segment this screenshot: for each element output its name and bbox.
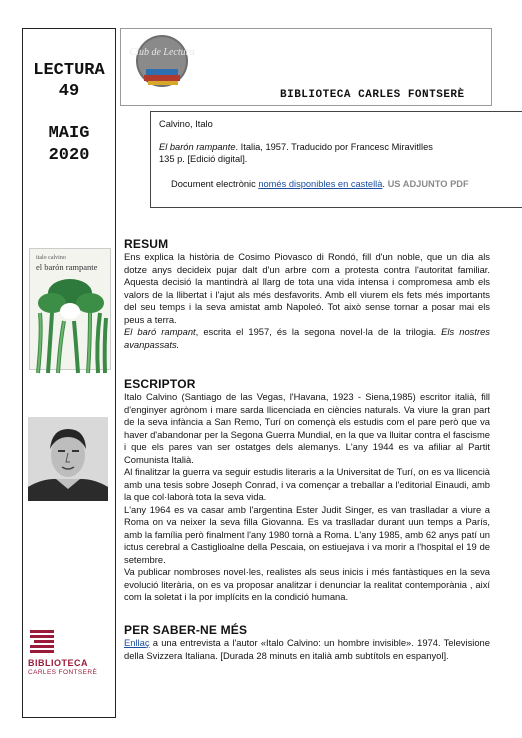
- lectura-number: 49: [58, 82, 80, 101]
- resum-text: Ens explica la història de Cosimo Piovasco di Rondó, fill d'un noble, que un dia als dotze anys decideix pujar dalt d'un arbre com a protesta contra l'autoritat familiar. Aquesta decisió la mantindrà al llarg de tota una vida intensa i compromesa amb els valors de la llibertat i l'ajut als més desfavorits. Amb ell viurem els fets més importants del seu temps i la seva amistat amb Napoleó. Tot això sense tornar a posar mai els peus a terra.: [124, 251, 490, 325]
- interview-link[interactable]: Enllaç: [124, 637, 150, 648]
- resum-body: [124, 251, 490, 351]
- escriptor-heading: ESCRIPTOR: [124, 377, 196, 391]
- club-lectura-logo: [129, 33, 195, 93]
- escriptor-p2: Al finalitzar la guerra va seguir estudis literaris a la Universitat de Turí, on es va llicencià amb una tesis sobre Joseph Conrad, i va començar a treballar a l'editorial Einaudi, amb la que col·laborà tota la seva vida.: [124, 466, 490, 502]
- reference-book-title: El barón rampante: [159, 142, 236, 152]
- escriptor-p3: L'any 1964 es va casar amb l'argentina Ester Judit Singer, es van traslladar a viure a Roma on va neixer la seva filla Giovanna. Es va traslladar durant uun temps a París, amb la família però finalment l'any 1980 tornà a Roma. L'any 1985, amb 62 anys patí un ictus cerebral a Castiglioalne della Pescaia, on estiuejava i va morir a l'hospital el 19 de setembre.: [124, 503, 490, 565]
- mes-heading: PER SABER-NE MÉS: [124, 623, 248, 637]
- reference-author: Calvino, Italo: [159, 119, 213, 129]
- lectura-label: LECTURA: [33, 61, 105, 80]
- reference-book: [159, 141, 433, 153]
- resum-heading: RESUM: [124, 237, 169, 251]
- resum-line2: [124, 326, 490, 351]
- cover-author: italo calvino: [36, 255, 66, 261]
- escriptor-p1: Italo Calvino (Santiago de las Vegas, l'Havana, 1923 - Siena,1985) escritor italià, fill d'enginyer agrònom i mare sarda llicenciada en ciències naturals. Va viure la gran part de la seva infància a San Remo, Turí on començà els estudis com el pare però que va haver d'abandonar per la Segona Guerra Mundial, en la que va lluitar contra el fascisme i que els pares van ser ostatges dels alemanys. L'any 1944 es va afiliar al Partit Comunista Italià.: [124, 391, 490, 465]
- cover-title: el barón rampante: [36, 262, 98, 272]
- escriptor-p4: Va publicar nombroses novel·les, realistes als seus inicis i més fantàstiques en la seva evolució literària, on es va proposar analitzar i denunciar la realitat contemporània , així com la soletat i la por implícits en la condició humana.: [124, 566, 490, 602]
- reference-box: [150, 111, 522, 208]
- spanish-only-link[interactable]: només disponibles en castellà: [258, 179, 383, 189]
- library-logo-name: BIBLIOTECA: [28, 658, 88, 668]
- book-cover-image: [29, 248, 111, 370]
- year-label: 2020: [48, 146, 90, 165]
- reference-pages: 135 p. [Edició digital].: [159, 154, 248, 164]
- escriptor-body: [124, 391, 490, 604]
- pdf-attached-note: US ADJUNTO PDF: [387, 179, 469, 189]
- club-logo-text: Club de Lectura: [129, 47, 195, 58]
- mes-text: a una entrevista a l'autor «Italo Calvino: un hombre invisible». 1974. Televisione della Svizzera Italiana. [Durada 28 minuts en italià amb subtítols en espanyol].: [124, 637, 490, 661]
- note-suffix: .: [382, 179, 385, 189]
- reference-note: [171, 178, 469, 190]
- header-title: BIBLIOTECA CARLES FONTSERÈ: [280, 89, 465, 101]
- author-portrait: [28, 417, 108, 501]
- reference-book-details: . Italia, 1957. Traducido por Francesc Miravitlles: [235, 142, 433, 152]
- cover-tree-illustration: [30, 273, 112, 373]
- month-label: MAIG: [48, 124, 90, 143]
- mes-body: [124, 637, 490, 662]
- library-logo-icon: [30, 630, 56, 654]
- resum-line2-text: , escrita el 1957, és la segona novel·la de la trilogia.: [195, 326, 437, 337]
- resum-trilogy-title: Els nostres avanpassats.: [124, 326, 490, 350]
- library-logo-subtitle: CARLES FONTSERÈ: [28, 669, 98, 676]
- resum-italic-title: El baró rampant: [124, 326, 196, 337]
- note-prefix: Document electrònic: [171, 179, 256, 189]
